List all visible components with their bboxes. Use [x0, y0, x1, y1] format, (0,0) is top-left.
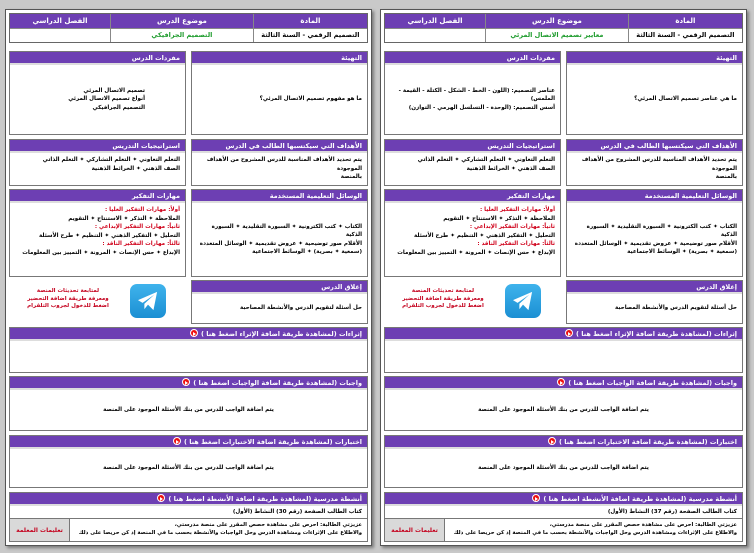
telegram-line: لمتابعة تحديثات المنصة [411, 288, 475, 294]
strategies-line: التعلم التعاوني ✦ التعلم التشاركي ✦ التعلم الذاتي [417, 157, 555, 163]
homework-title[interactable]: واجبات (لمشاهدة طريقة اضافة الواجبات اضغط هنا ) [193, 379, 362, 387]
thinking-line-1: الملاحظة ✦ التذكر ✦ الاستنتاج ✦ التقويم [443, 215, 555, 222]
thinking-line-2: التحليل ✦ التفكير الذهني ✦ التنظيم ✦ طرح الأسئلة [414, 232, 555, 239]
header-topic-label: موضوع الدرس [110, 14, 253, 28]
header-topic-value: معايير تصميم الاتصال المرئي [485, 29, 628, 43]
thinking-heading-3: ثالثاً: مهارات التفكير الناقد : [477, 241, 555, 247]
activities-box [9, 492, 368, 520]
header-term-value [385, 29, 485, 43]
activities-link[interactable] [385, 493, 742, 506]
teacher-instructions [9, 518, 368, 542]
intro-title: التهيئة [567, 52, 742, 65]
strategies-title: استراتيجيات التدريس [10, 140, 185, 153]
tools-box [191, 189, 368, 277]
telegram-plane-icon[interactable] [130, 284, 166, 318]
intro-box [566, 51, 743, 135]
vocab-box [384, 51, 561, 135]
objectives-box [566, 139, 743, 186]
thinking-line-3: الإبداع ✦ حس الإنصات ✦ المرونة ✦ التمييز بين المعلومات [397, 249, 555, 256]
homework-link[interactable] [10, 377, 367, 390]
header-term-value [10, 29, 110, 43]
objectives-title: الأهداف التي سيكتسبها الطالب في الدرس [567, 140, 742, 153]
strategies-box [384, 139, 561, 186]
tools-line: الكتاب ✦ كتب الكترونية ✦ السبورة التقليدية ✦ السبورة الذكية [586, 223, 737, 238]
closure-title: إغلاق الدرس [567, 281, 742, 294]
thinking-box [384, 189, 561, 277]
instructions-label: تعليمات المعلمة [385, 519, 445, 541]
play-circle-icon[interactable] [565, 329, 573, 337]
objectives-box [191, 139, 368, 186]
instructions-label: تعليمات المعلمة [10, 519, 70, 541]
objectives-title: الأهداف التي سيكتسبها الطالب في الدرس [192, 140, 367, 153]
tests-text: يتم اضافة الواجب للدرس من بنك الأسئلة الموجود على المنصة [478, 464, 649, 471]
vocab-line: أنواع تصميم الاتصال المرئي [68, 96, 145, 103]
instructions-line: والاطلاع على الإثراءات ومشاهدة الدرس وحل الواجبات والأنشطة بحسب ما في المنصة إذ كن حريصا على ذلك [78, 530, 362, 536]
play-circle-icon[interactable] [182, 378, 190, 386]
thinking-heading-1: أولاً: مهارات التفكير العليا : [479, 207, 555, 213]
telegram-box[interactable] [384, 280, 561, 324]
enrich-link[interactable] [10, 328, 367, 341]
vocab-box [9, 51, 186, 135]
activities-box [384, 492, 743, 520]
telegram-caption[interactable] [384, 288, 502, 311]
telegram-line: اضغط للدخول لجروب التلقرام [402, 303, 484, 309]
header-topic-label: موضوع الدرس [485, 14, 628, 28]
play-circle-icon[interactable] [190, 329, 198, 337]
header-topic-value: التصميم الجرافيكي [110, 29, 253, 43]
tools-line: الكتاب ✦ كتب الكترونية ✦ السبورة التقليدية ✦ السبورة الذكية [211, 223, 362, 238]
telegram-line: ومعرفة طريقة اضافة التحضير [27, 295, 109, 302]
intro-text: ما هي عناصر تصميم الاتصال المرئي؟ [634, 96, 737, 103]
vocab-title: مفردات الدرس [385, 52, 560, 65]
vocab-title: مفردات الدرس [10, 52, 185, 65]
objectives-line: يتم تحديد الأهداف المناسبة للدرس المشروح من الأهداف الموجودة [581, 157, 737, 172]
homework-text: يتم اضافة الواجب للدرس من بنك الأسئلة الموجود على المنصة [478, 406, 649, 413]
enrich-link[interactable] [385, 328, 742, 341]
tools-line: (سمعية ✦ بصرية) ✦ الوسائط الاجتماعية [627, 249, 737, 255]
activities-title[interactable]: أنشطة مدرسية (لمشاهدة طريقة اضافة الأنشطة اضغط هنا ) [168, 495, 362, 503]
play-circle-icon[interactable] [532, 494, 540, 502]
objectives-line: بالمنصة [340, 174, 362, 180]
teacher-instructions [384, 518, 743, 542]
header-subject-label: المادة [628, 14, 742, 28]
header-subject-value: التصميم الرقمي - السنة الثالثة [628, 29, 742, 43]
telegram-box[interactable] [9, 280, 186, 324]
header-term-label: الفصل الدراسي [10, 14, 110, 28]
vocab-line: تصميم الاتصال المرئي [83, 87, 145, 94]
tests-link[interactable] [10, 436, 367, 449]
thinking-heading-2: ثانياً: مهارات التفكير الإبداعي : [469, 224, 555, 230]
activities-title[interactable]: أنشطة مدرسية (لمشاهدة طريقة اضافة الأنشطة اضغط هنا ) [543, 495, 737, 503]
tests-title[interactable]: اختبارات (لمشاهدة طريقة اضافة الاختبارات اضغط هنا ) [183, 438, 362, 446]
intro-title: التهيئة [192, 52, 367, 65]
strategies-line: الصف الذهني ✦ الخرائط الذهنية [466, 165, 555, 172]
telegram-line: لمتابعة تحديثات المنصة [36, 288, 100, 294]
closure-title: إغلاق الدرس [192, 281, 367, 294]
play-circle-icon[interactable] [157, 494, 165, 502]
strategies-line: الصف الذهني ✦ الخرائط الذهنية [91, 165, 180, 172]
thinking-line-3: الإبداع ✦ حس الإنصات ✦ المرونة ✦ التمييز بين المعلومات [22, 249, 180, 256]
instructions-line: عزيزتي الطالبة: احرص على مشاهدة حصص المقرر على منصة مدرستي، [549, 522, 737, 528]
thinking-heading-3: ثالثاً: مهارات التفكير الناقد : [102, 241, 180, 247]
enrich-text [385, 341, 742, 347]
thinking-heading-2: ثانياً: مهارات التفكير الإبداعي : [94, 224, 180, 230]
vocab-line: التصميم الجرافيكي [92, 104, 145, 111]
homework-box [384, 376, 743, 431]
lesson-header-table [9, 13, 368, 43]
tests-link[interactable] [385, 436, 742, 449]
header-term-label: الفصل الدراسي [385, 14, 485, 28]
tools-title: الوسائل التعليمية المستخدمة [567, 190, 742, 203]
telegram-line: اضغط للدخول لجروب التلقرام [27, 303, 109, 309]
play-circle-icon[interactable] [173, 437, 181, 445]
activities-text: كتاب الطالب الصفحة (رقم 30) النشاط (الأول) [232, 509, 362, 515]
telegram-line: ومعرفة طريقة اضافة التحضير [402, 295, 484, 302]
tests-box [9, 435, 368, 488]
tools-title: الوسائل التعليمية المستخدمة [192, 190, 367, 203]
header-subject-label: المادة [253, 14, 367, 28]
strategies-box [9, 139, 186, 186]
closure-box [191, 280, 368, 324]
header-subject-value: التصميم الرقمي - السنة الثالثة [253, 29, 367, 43]
play-circle-icon[interactable] [557, 378, 565, 386]
instructions-line: والاطلاع على الإثراءات ومشاهدة الدرس وحل الواجبات والأنشطة بحسب ما في المنصة إذ كن حريصا على ذلك [453, 530, 737, 536]
tools-line: (سمعية ✦ بصرية) ✦ الوسائط الاجتماعية [252, 249, 362, 255]
lesson-plan-page-2 [380, 9, 747, 546]
enrich-box [384, 327, 743, 373]
intro-text: ما هو مفهوم تصميم الاتصال المرئي؟ [259, 96, 362, 103]
homework-link[interactable] [385, 377, 742, 390]
play-circle-icon[interactable] [548, 437, 556, 445]
tools-box [566, 189, 743, 277]
enrich-text [10, 341, 367, 347]
thinking-heading-1: أولاً: مهارات التفكير العليا : [104, 207, 180, 213]
thinking-title: مهارات التفكير [10, 190, 185, 203]
lesson-header-table [384, 13, 743, 43]
closure-text: حل أسئلة لتقويم الدرس والأنشطة المصاحبة [239, 305, 362, 312]
instructions-line: عزيزتي الطالبة: احرص على مشاهدة حصص المقرر على منصة مدرستي، [174, 522, 362, 528]
vocab-line: أسس التصميم: (الوحدة - التسلسل الهرمي - التوازن) [408, 104, 555, 111]
telegram-caption[interactable] [9, 288, 127, 311]
tests-title[interactable]: اختبارات (لمشاهدة طريقة اضافة الاختبارات اضغط هنا ) [558, 438, 737, 446]
homework-text: يتم اضافة الواجب للدرس من بنك الأسئلة الموجود على المنصة [103, 406, 274, 413]
telegram-plane-icon[interactable] [505, 284, 541, 318]
thinking-box [9, 189, 186, 277]
tests-box [384, 435, 743, 488]
tests-text: يتم اضافة الواجب للدرس من بنك الأسئلة الموجود على المنصة [103, 464, 274, 471]
vocab-line: عناصر التصميم: (اللون - الخط - الشكل - الكتلة - القيمة - الملمس) [398, 87, 555, 103]
enrich-title[interactable]: إثراءات (لمشاهدة طريقة اضافة الإثراء اضغط هنا ) [576, 330, 737, 338]
activities-link[interactable] [10, 493, 367, 506]
closure-box [566, 280, 743, 324]
lesson-plan-page-1 [5, 9, 372, 546]
activities-text: كتاب الطالب الصفحة (رقم 37) النشاط (الأول) [607, 509, 737, 515]
closure-text: حل أسئلة لتقويم الدرس والأنشطة المصاحبة [614, 305, 737, 312]
objectives-line: يتم تحديد الأهداف المناسبة للدرس المشروح من الأهداف الموجودة [206, 157, 362, 172]
enrich-title[interactable]: إثراءات (لمشاهدة طريقة اضافة الإثراء اضغط هنا ) [201, 330, 362, 338]
thinking-line-1: الملاحظة ✦ التذكر ✦ الاستنتاج ✦ التقويم [68, 215, 180, 222]
strategies-title: استراتيجيات التدريس [385, 140, 560, 153]
tools-line: الأقلام صور توضيحية ✦ عروض تقديمية ✦ الوسائل المتعددة [574, 240, 737, 247]
enrich-box [9, 327, 368, 373]
homework-title[interactable]: واجبات (لمشاهدة طريقة اضافة الواجبات اضغط هنا ) [568, 379, 737, 387]
strategies-line: التعلم التعاوني ✦ التعلم التشاركي ✦ التعلم الذاتي [42, 157, 180, 163]
homework-box [9, 376, 368, 431]
tools-line: الأقلام صور توضيحية ✦ عروض تقديمية ✦ الوسائل المتعددة [199, 240, 362, 247]
intro-box [191, 51, 368, 135]
objectives-line: بالمنصة [715, 174, 737, 180]
thinking-line-2: التحليل ✦ التفكير الذهني ✦ التنظيم ✦ طرح الأسئلة [39, 232, 180, 239]
thinking-title: مهارات التفكير [385, 190, 560, 203]
